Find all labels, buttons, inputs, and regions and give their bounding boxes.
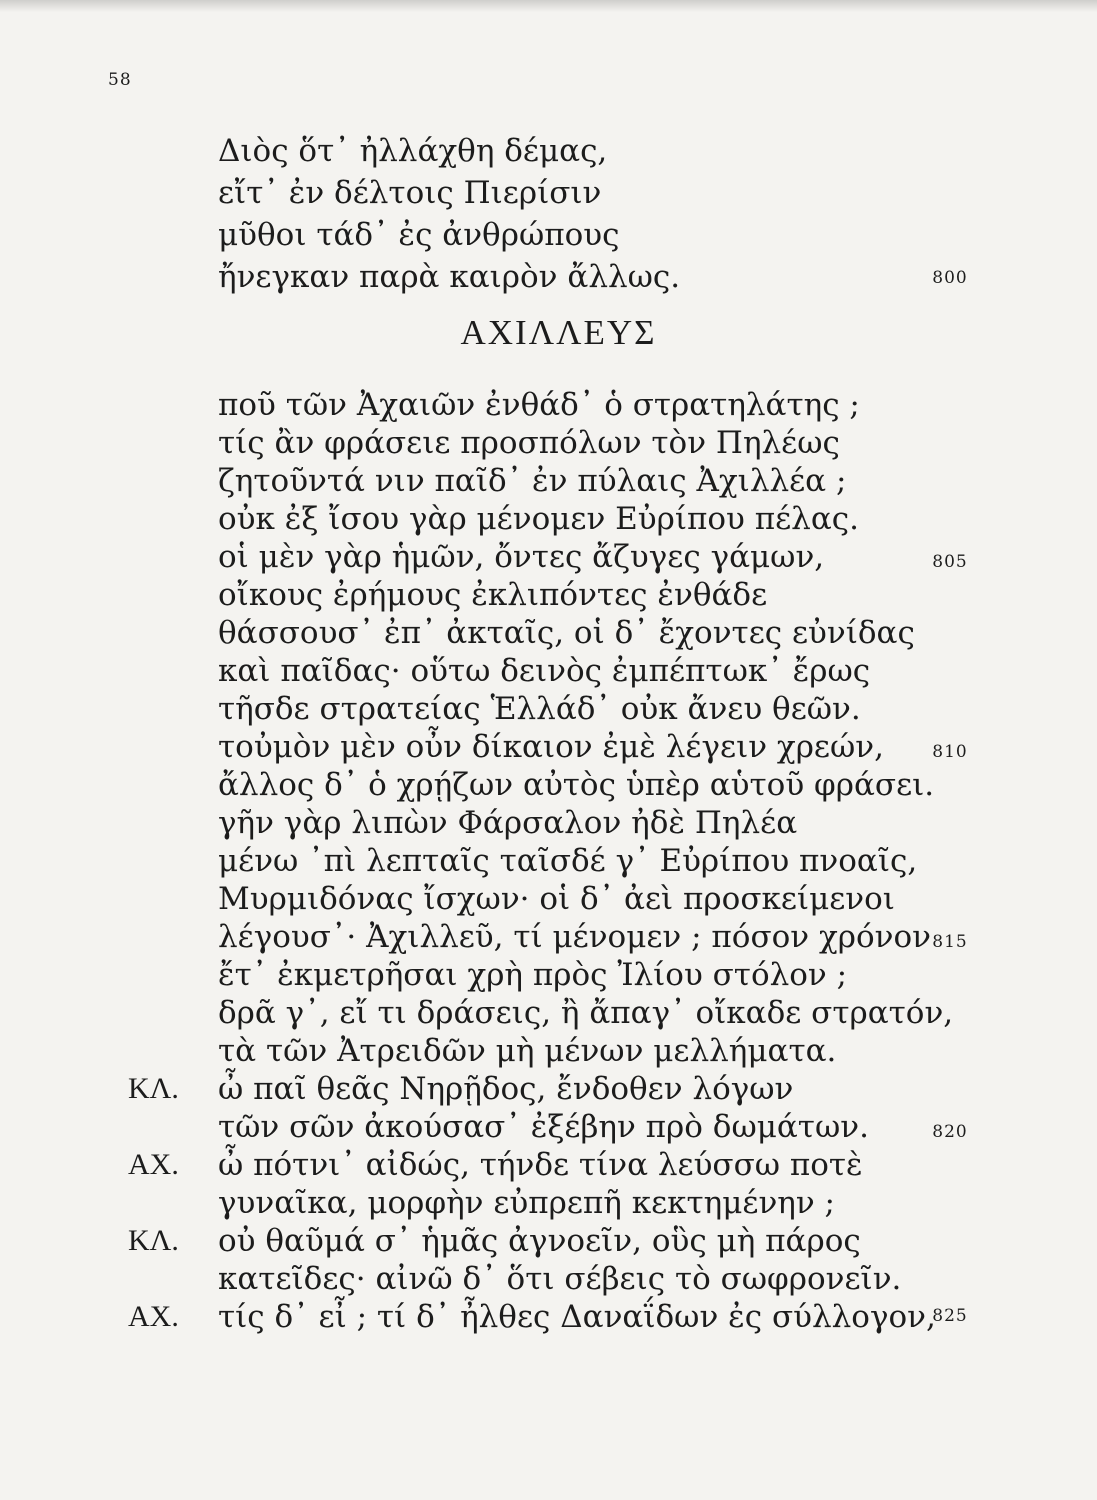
verse-line: οὐκ ἐξ ἴσου γὰρ μένομεν Εὐρίπου πέλας. <box>218 501 859 537</box>
speaker-label: ΚΛ. <box>128 1224 179 1257</box>
line-number: 815 <box>932 932 968 952</box>
verse-line: καὶ παῖδας· οὕτω δεινὸς ἐμπέπτωκ᾽ ἔρως <box>218 653 871 689</box>
verse-line: θάσσουσ᾽ ἐπ᾽ ἀκταῖς, οἱ δ᾽ ἔχοντες εὐνίδας <box>218 615 915 651</box>
line-number: 820 <box>932 1122 968 1142</box>
verse-line: οἴκους ἐρήμους ἐκλιπόντες ἐνθάδε <box>218 577 768 613</box>
line-number: 810 <box>932 742 968 762</box>
verse-line: τὰ τῶν Ἀτρειδῶν μὴ μένων μελλήματα. <box>218 1033 837 1069</box>
verse-line: οἱ μὲν γὰρ ἡμῶν, ὄντες ἄζυγες γάμων, <box>218 539 825 575</box>
verse-line: οὐ θαῦμά σ᾽ ἡμᾶς ἀγνοεῖν, οὓς μὴ πάρος <box>218 1223 861 1259</box>
verse-line: ζητοῦντά νιν παῖδ᾽ ἐν πύλαις Ἀχιλλέα ; <box>218 463 847 499</box>
verse-line: τῆσδε στρατείας Ἑλλάδ᾽ οὐκ ἄνευ θεῶν. <box>218 691 861 727</box>
verse-line: γῆν γὰρ λιπὼν Φάρσαλον ἠδὲ Πηλέα <box>218 805 798 841</box>
speaker-heading: ΑΧΙΛΛΕΥΣ <box>460 313 657 352</box>
verse-line: εἴτ᾽ ἐν δέλτοις Πιερίσιν <box>218 175 602 211</box>
verse-line: δρᾶ γ᾽, εἴ τι δράσεις, ἢ ἄπαγ᾽ οἴκαδε στρατόν, <box>218 995 954 1031</box>
verse-line: ἤνεγκαν παρὰ καιρὸν ἄλλως. <box>218 259 681 295</box>
verse-line: ὦ πότνι᾽ αἰδώς, τήνδε τίνα λεύσσω ποτὲ <box>218 1147 863 1183</box>
verse-line: ἔτ᾽ ἐκμετρῆσαι χρὴ πρὸς Ἰλίου στόλον ; <box>218 957 848 993</box>
verse-line: ποῦ τῶν Ἀχαιῶν ἐνθάδ᾽ ὁ στρατηλάτης ; <box>218 387 860 423</box>
verse-line: γυναῖκα, μορφὴν εὐπρεπῆ κεκτημένην ; <box>218 1185 836 1221</box>
verse-line: τοὐμὸν μὲν οὖν δίκαιον ἐμὲ λέγειν χρεών, <box>218 729 884 765</box>
page-number: 58 <box>108 70 132 90</box>
speaker-label: ΑΧ. <box>128 1300 179 1333</box>
verse-line: μένω ᾽πὶ λεπταῖς ταῖσδέ γ᾽ Εὐρίπου πνοαῖς, <box>218 843 918 879</box>
verse-line: τίς δ᾽ εἶ ; τί δ᾽ ἦλθες Δαναΐδων ἐς σύλλογον, <box>218 1299 936 1335</box>
verse-line: κατεῖδες· αἰνῶ δ᾽ ὅτι σέβεις τὸ σωφρονεῖν. <box>218 1261 902 1297</box>
verse-line: τῶν σῶν ἀκούσασ᾽ ἐξέβην πρὸ δωμάτων. <box>218 1109 869 1145</box>
line-number: 805 <box>932 552 968 572</box>
page-edge-shadow <box>0 0 1097 12</box>
verse-line: λέγουσ᾽· Ἀχιλλεῦ, τί μένομεν ; πόσον χρόνον <box>218 919 932 955</box>
verse-line: Διὸς ὅτ᾽ ἠλλάχθη δέμας, <box>218 133 608 169</box>
verse-line: Μυρμιδόνας ἴσχων· οἱ δ᾽ ἀεὶ προσκείμενοι <box>218 881 895 917</box>
verse-line: μῦθοι τάδ᾽ ἐς ἀνθρώπους <box>218 217 620 253</box>
verse-line: τίς ἂν φράσειε προσπόλων τὸν Πηλέως <box>218 425 840 461</box>
line-number: 825 <box>932 1306 968 1326</box>
line-number: 800 <box>932 268 968 288</box>
verse-line: ἄλλος δ᾽ ὁ χρῄζων αὐτὸς ὑπὲρ αὑτοῦ φράσει. <box>218 767 935 803</box>
speaker-label: ΑΧ. <box>128 1148 179 1181</box>
speaker-label: ΚΛ. <box>128 1072 179 1105</box>
verse-line: ὦ παῖ θεᾶς Νηρῇδος, ἔνδοθεν λόγων <box>218 1071 794 1107</box>
